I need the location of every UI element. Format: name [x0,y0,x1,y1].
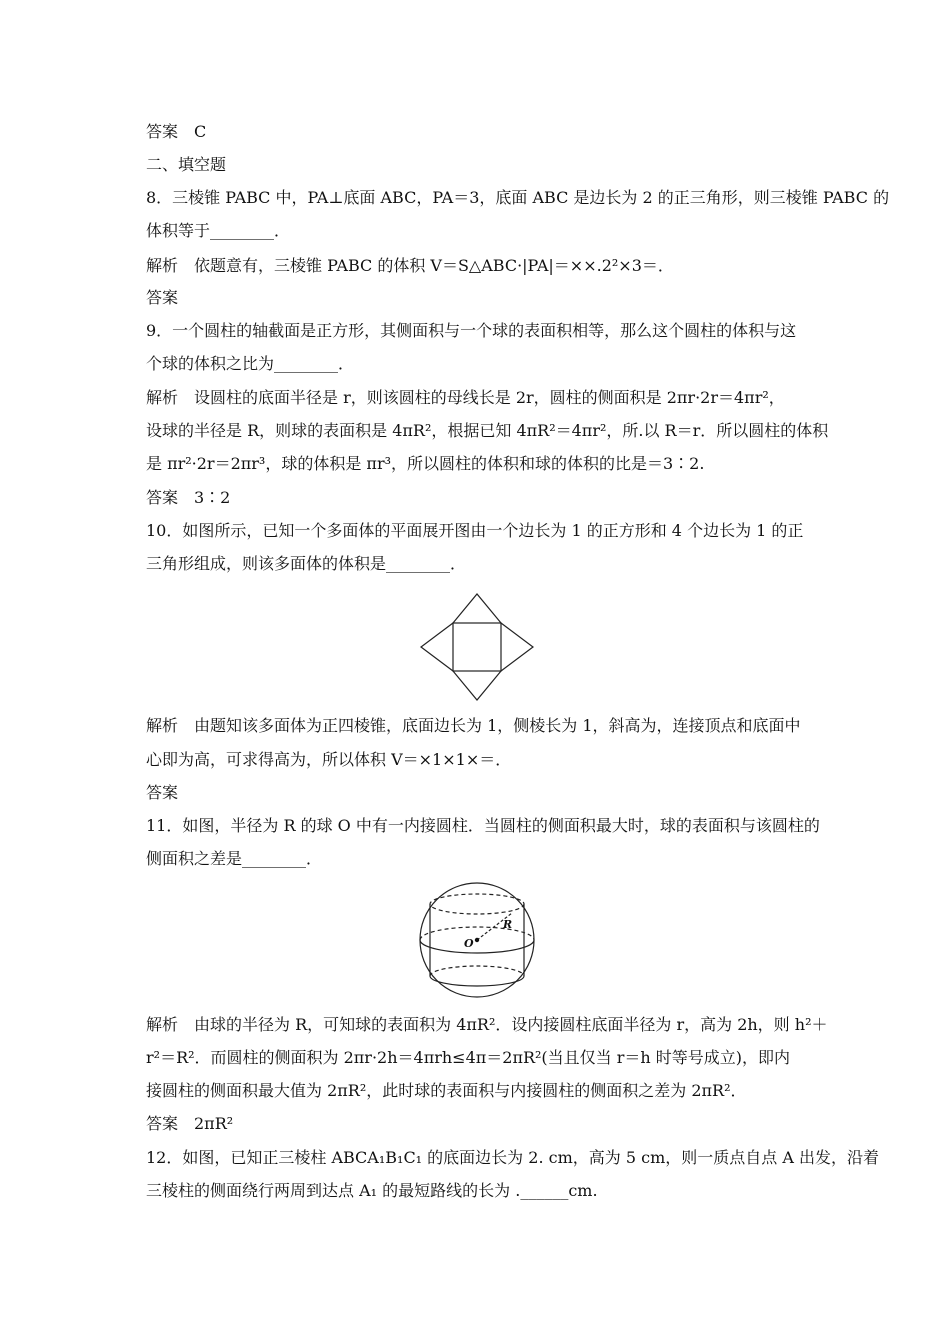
solution-9-line1: 解析 设圆柱的底面半径是 r，则该圆柱的母线长是 2r，圆柱的侧面积是 2πr·2r＝4πr²， [146,388,785,407]
question-8-text: 8．三棱锥 PABC 中，PA⊥底面 ABC，PA＝3，底面 ABC 是边长为 2 的正三角形，则三棱锥 PABC 的 [146,188,890,207]
sphere-cylinder-figure [412,880,542,1000]
question-11-text-cont: 侧面积之差是________． [146,849,323,868]
answer-7: 答案 C [146,122,207,141]
net-triangle-right [501,623,533,671]
net-triangle-bottom [453,671,501,700]
question-8-text-cont: 体积等于________． [146,221,291,240]
question-9-text-cont: 个球的体积之比为________． [146,354,355,373]
solution-10-line1: 解析 由题知该多面体为正四棱锥，底面边长为 1，侧棱长为 1，斜高为，连接顶点和底面中 [146,716,801,735]
question-10-text: 10．如图所示，已知一个多面体的平面展开图由一个边长为 1 的正方形和 4 个边长为 1 的正 [146,521,804,540]
cylinder-top-ellipse [430,894,524,914]
solution-9-line3: 是 πr²·2r＝2πr³，球的体积是 πr³，所以圆柱的体积和球的体积的比是＝3∶2. [146,454,705,473]
net-square [453,623,501,671]
net-triangle-top [453,594,501,623]
solution-11-line1: 解析 由球的半径为 R，可知球的表面积为 4πR²．设内接圆柱底面半径为 r，高为 2h，则 h²＋ [146,1015,828,1034]
label-r: R [503,918,513,931]
question-11-text: 11．如图，半径为 R 的球 O 中有一内接圆柱．当圆柱的侧面积最大时，球的表面积与该圆柱的 [146,816,820,835]
question-10-text-cont: 三角形组成，则该多面体的体积是________． [146,554,467,573]
answer-10: 答案 [146,783,179,802]
answer-8: 答案 [146,288,179,307]
cylinder-bottom-back [430,966,524,976]
answer-11: 答案 2πR² [146,1114,234,1133]
net-triangle-left [421,623,453,671]
solution-11-line2: r²＝R²．而圆柱的侧面积为 2πr·2h＝4πrh≤4π＝2πR²(当且仅当 r＝h 时等号成立)，即内 [146,1048,791,1067]
question-12-text: 12．如图，已知正三棱柱 ABCA₁B₁C₁ 的底面边长为 2. cm，高为 5 cm，则一质点自点 A 出发，沿着 [146,1148,879,1167]
polyhedron-net-figure [417,590,537,710]
label-o: O [464,937,474,950]
solution-10-line2: 心即为高，可求得高为，所以体积 V＝×1×1×＝． [146,750,512,769]
question-12-text-cont: 三棱柱的侧面绕行两周到达点 A₁ 的最短路线的长为 .______cm. [146,1181,598,1200]
solution-9-line2: 设球的半径是 R，则球的表面积是 4πR²，根据已知 4πR²＝4πr²，所.以 R＝r．所以圆柱的体积 [146,421,829,440]
center-point [475,938,479,942]
section-heading-fill-in: 二、填空题 [146,155,227,174]
solution-8: 解析 依题意有，三棱锥 PABC 的体积 V＝S△ABC·|PA|＝××.2²×3＝． [146,256,674,275]
cylinder-bottom-front [430,976,524,986]
question-9-text: 9．一个圆柱的轴截面是正方形，其侧面积与一个球的表面积相等，那么这个圆柱的体积与这 [146,321,797,340]
solution-11-line3: 接圆柱的侧面积最大值为 2πR²，此时球的表面积与内接圆柱的侧面积之差为 2πR²． [146,1081,747,1100]
answer-9: 答案 3∶2 [146,488,231,507]
